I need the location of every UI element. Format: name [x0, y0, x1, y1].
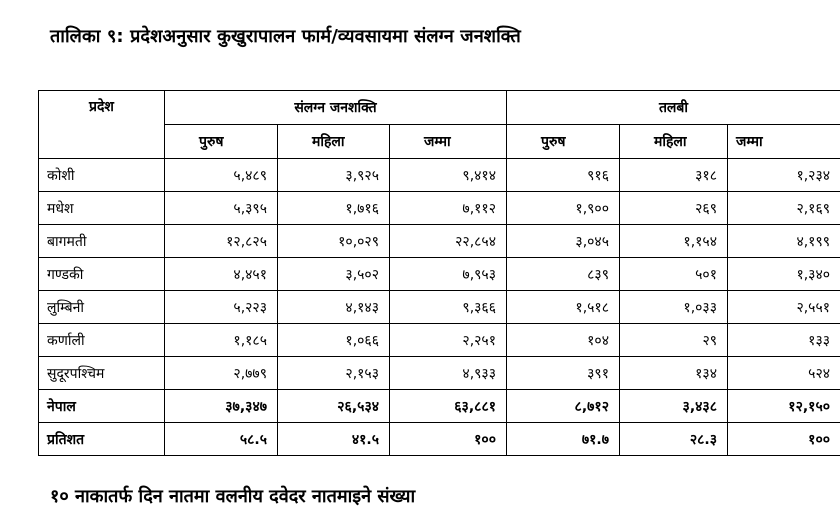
- sal-total-cell: २,५५१: [728, 291, 840, 324]
- header-row-groups: [39, 91, 840, 125]
- eng-total-cell: ७,११२: [390, 192, 507, 225]
- sal-female-cell: २९: [620, 324, 728, 357]
- table-row: [39, 192, 840, 225]
- sal-male-cell: ३९१: [507, 357, 620, 390]
- eng-female-cell: ४१.५: [278, 423, 390, 456]
- sal-male-cell: ३,०४५: [507, 225, 620, 258]
- eng-female-cell: १,७१६: [278, 192, 390, 225]
- sal-male-cell: १,५१८: [507, 291, 620, 324]
- sal-female-cell: ५०१: [620, 258, 728, 291]
- eng-total-cell: २,२५१: [390, 324, 507, 357]
- salaried-male-header: पुरुष: [507, 125, 620, 159]
- sal-total-cell: ५२४: [728, 357, 840, 390]
- eng-male-cell: ५,४८९: [165, 159, 278, 192]
- province-cell: गण्डकी: [39, 258, 165, 291]
- eng-total-cell: ७,९५३: [390, 258, 507, 291]
- sal-total-cell: १२,१५०: [728, 390, 840, 423]
- eng-male-cell: १२,८२५: [165, 225, 278, 258]
- sal-male-cell: १०४: [507, 324, 620, 357]
- sal-male-cell: १,९००: [507, 192, 620, 225]
- salaried-female-header: महिला: [620, 125, 728, 159]
- sal-total-cell: १३३: [728, 324, 840, 357]
- province-cell: सुदूरपश्चिम: [39, 357, 165, 390]
- engaged-total-header: जम्मा: [390, 125, 507, 159]
- table-row: [39, 324, 840, 357]
- eng-female-cell: ४,१४३: [278, 291, 390, 324]
- eng-female-cell: १,०६६: [278, 324, 390, 357]
- total-row: [39, 390, 840, 423]
- manpower-table: [38, 90, 840, 456]
- eng-female-cell: २,१५३: [278, 357, 390, 390]
- eng-male-cell: ५,२२३: [165, 291, 278, 324]
- engaged-female-header: महिला: [278, 125, 390, 159]
- eng-male-cell: १,१८५: [165, 324, 278, 357]
- table-row: [39, 159, 840, 192]
- sal-female-cell: १,१५४: [620, 225, 728, 258]
- sal-total-cell: १,२३४: [728, 159, 840, 192]
- eng-total-cell: ९,४१४: [390, 159, 507, 192]
- eng-female-cell: ३,९२५: [278, 159, 390, 192]
- sal-female-cell: १३४: [620, 357, 728, 390]
- sal-male-cell: ८३९: [507, 258, 620, 291]
- eng-female-cell: ३,५०२: [278, 258, 390, 291]
- province-cell: बागमती: [39, 225, 165, 258]
- sal-female-cell: ३१८: [620, 159, 728, 192]
- table-row: [39, 357, 840, 390]
- province-header: प्रदेश: [39, 91, 165, 159]
- province-cell: मधेश: [39, 192, 165, 225]
- percent-row: [39, 423, 840, 456]
- sal-female-cell: २८.३: [620, 423, 728, 456]
- table-row: [39, 258, 840, 291]
- province-cell: कोशी: [39, 159, 165, 192]
- table-row: [39, 225, 840, 258]
- eng-male-cell: ४,४५१: [165, 258, 278, 291]
- sal-total-cell: १००: [728, 423, 840, 456]
- eng-total-cell: ६३,८८१: [390, 390, 507, 423]
- next-table-heading: १० नाकातर्फ दिन नातमा वलनीय दवेदर नातमाइने संख्या: [50, 484, 415, 508]
- sal-female-cell: २६९: [620, 192, 728, 225]
- sal-male-cell: ७१.७: [507, 423, 620, 456]
- sal-total-cell: ४,१९९: [728, 225, 840, 258]
- sal-total-cell: २,१६९: [728, 192, 840, 225]
- salaried-total-header: जम्मा: [728, 125, 840, 159]
- eng-female-cell: १०,०२९: [278, 225, 390, 258]
- eng-total-cell: १००: [390, 423, 507, 456]
- engaged-male-header: पुरुष: [165, 125, 278, 159]
- sal-male-cell: ८,७१२: [507, 390, 620, 423]
- eng-total-cell: ४,९३३: [390, 357, 507, 390]
- province-cell: नेपाल: [39, 390, 165, 423]
- sal-total-cell: १,३४०: [728, 258, 840, 291]
- eng-male-cell: २,७७९: [165, 357, 278, 390]
- province-cell: लुम्बिनी: [39, 291, 165, 324]
- sal-male-cell: ९१६: [507, 159, 620, 192]
- table-row: [39, 291, 840, 324]
- eng-male-cell: ५८.५: [165, 423, 278, 456]
- salaried-header: तलबी: [507, 91, 840, 125]
- table-caption: तालिका ९: प्रदेशअनुसार कुखुरापालन फार्म/व्यवसायमा संलग्न जनशक्ति: [50, 24, 521, 48]
- engaged-manpower-header: संलग्न जनशक्ति: [165, 91, 507, 125]
- eng-total-cell: ९,३६६: [390, 291, 507, 324]
- sal-female-cell: १,०३३: [620, 291, 728, 324]
- province-cell: कर्णाली: [39, 324, 165, 357]
- eng-female-cell: २६,५३४: [278, 390, 390, 423]
- eng-male-cell: ५,३९५: [165, 192, 278, 225]
- province-cell: प्रतिशत: [39, 423, 165, 456]
- sal-female-cell: ३,४३८: [620, 390, 728, 423]
- eng-total-cell: २२,८५४: [390, 225, 507, 258]
- eng-male-cell: ३७,३४७: [165, 390, 278, 423]
